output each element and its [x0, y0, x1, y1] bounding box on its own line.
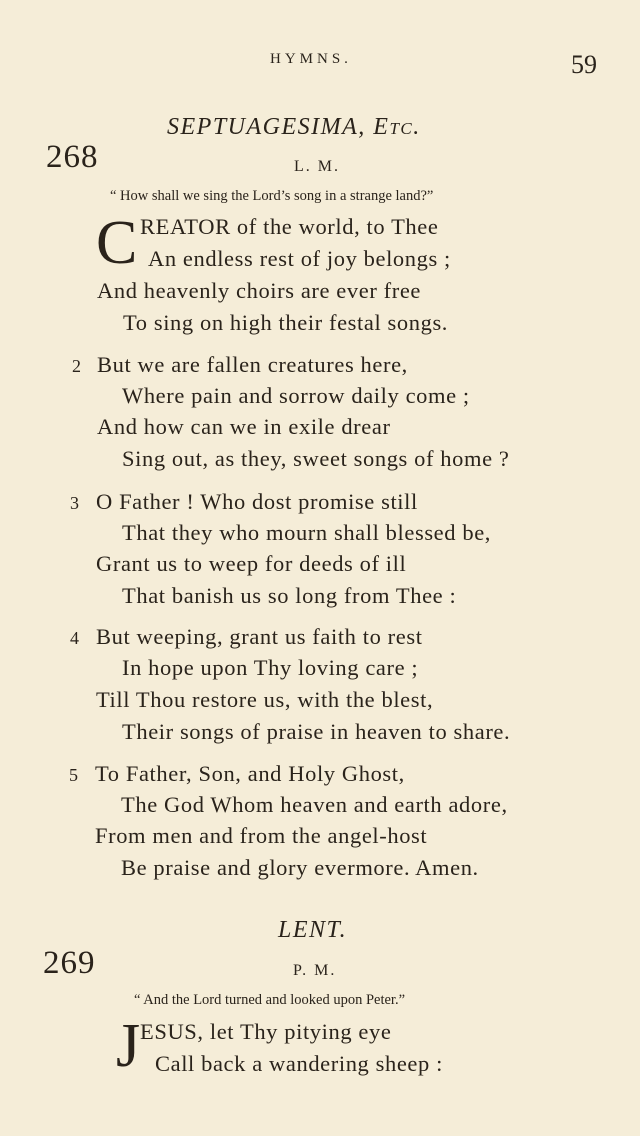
section-title-lent: LENT. — [278, 917, 348, 943]
stanza-2-line-1: But we are fallen creatures here, — [97, 352, 408, 377]
stanza-4-line-1: But weeping, grant us faith to rest — [96, 624, 423, 649]
hymn-number-269: 269 — [43, 945, 96, 981]
stanza-4-line-3: Till Thou restore us, with the blest, — [96, 687, 434, 712]
hymn-269-line-2: Call back a wandering sheep : — [155, 1051, 443, 1076]
stanza-2-line-3: And how can we in exile drear — [97, 414, 391, 439]
page-number: 59 — [571, 50, 597, 79]
stanza-4-line-2: In hope upon Thy loving care ; — [122, 655, 419, 680]
stanza-3-line-3: Grant us to weep for deeds of ill — [96, 551, 407, 576]
stanza-3-number: 3 — [70, 493, 79, 513]
hymn-268-epigraph: “ How shall we sing the Lord’s song in a strange land?” — [110, 188, 434, 204]
hymn-269-epigraph: “ And the Lord turned and looked upon Peter.” — [134, 992, 406, 1008]
stanza-1-line-1: REATOR of the world, to Thee — [140, 214, 439, 239]
hymn-268-meter: L. M. — [294, 158, 340, 175]
stanza-3-line-1: O Father ! Who dost promise still — [96, 489, 418, 514]
stanza-5-line-1: To Father, Son, and Holy Ghost, — [95, 761, 405, 786]
hymn-number-268: 268 — [46, 139, 99, 175]
hymn-269-dropcap: J — [116, 1012, 141, 1080]
stanza-1-line-4: To sing on high their festal songs. — [123, 310, 449, 335]
stanza-3-line-2: That they who mourn shall blessed be, — [122, 520, 492, 545]
section-title-septuagesima — [167, 114, 421, 141]
hymn-268-dropcap: C — [96, 209, 138, 277]
hymn-269-meter: P. M. — [293, 962, 337, 979]
stanza-4-number: 4 — [70, 628, 79, 648]
stanza-5-line-4: Be praise and glory evermore. Amen. — [121, 855, 479, 880]
running-title: HYMNS. — [270, 51, 352, 67]
hymn-269-line-1: ESUS, let Thy pitying eye — [140, 1019, 392, 1044]
stanza-1-line-2: An endless rest of joy belongs ; — [148, 246, 451, 271]
section-title-etc: Etc. — [373, 114, 421, 140]
stanza-1-line-3: And heavenly choirs are ever free — [97, 278, 422, 303]
stanza-4-line-4: Their songs of praise in heaven to share. — [122, 719, 511, 744]
stanza-5-number: 5 — [69, 765, 78, 785]
stanza-2-line-4: Sing out, as they, sweet songs of home ? — [122, 446, 510, 471]
stanza-5-line-3: From men and from the angel-host — [95, 823, 428, 848]
stanza-5-line-2: The God Whom heaven and earth adore, — [121, 792, 508, 817]
section-title-main: SEPTUAGESIMA, — [167, 114, 366, 140]
stanza-2-number: 2 — [72, 356, 81, 376]
stanza-3-line-4: That banish us so long from Thee : — [122, 583, 457, 608]
stanza-2-line-2: Where pain and sorrow daily come ; — [122, 383, 470, 408]
